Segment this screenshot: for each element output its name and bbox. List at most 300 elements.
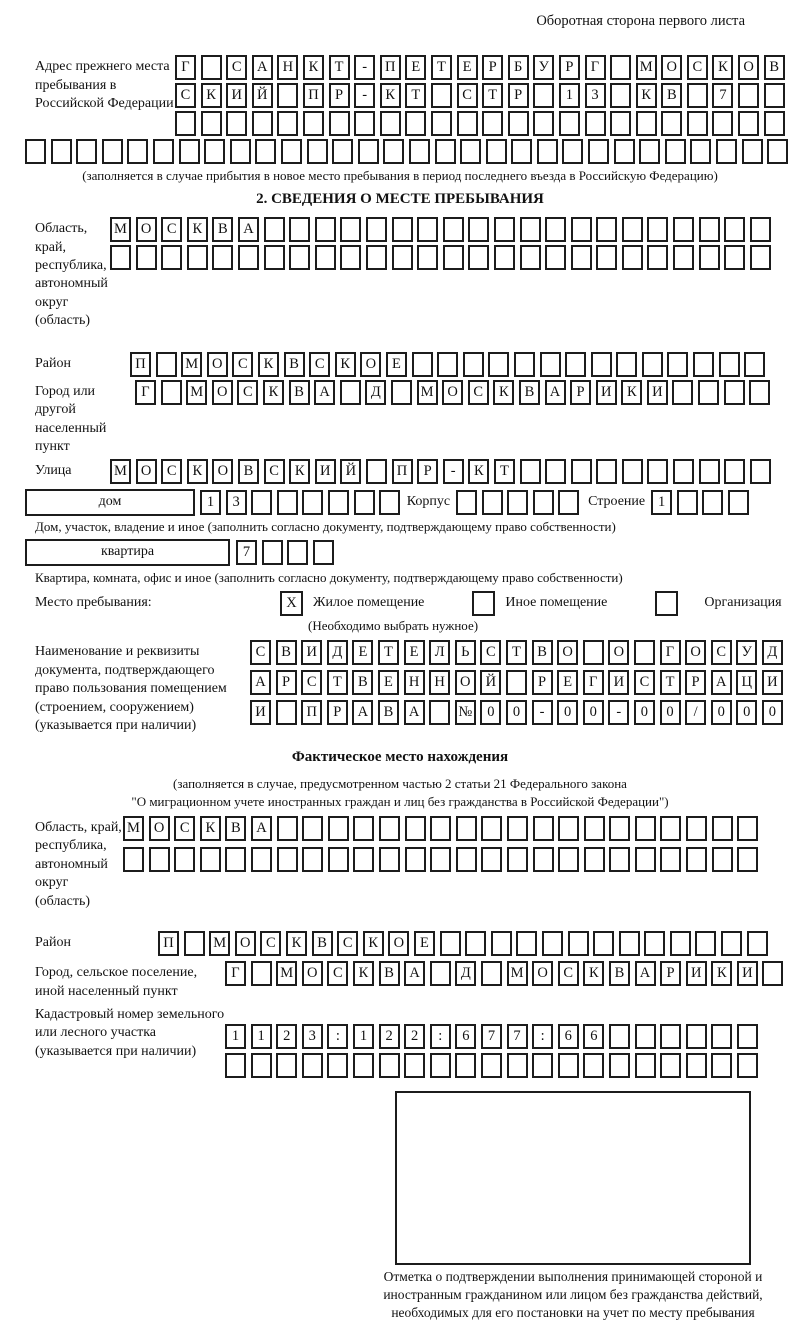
form-cell: И <box>226 83 247 108</box>
form-cell: А <box>711 670 732 695</box>
form-cell <box>463 352 484 377</box>
form-cell <box>327 1053 348 1078</box>
form-cell: № <box>455 700 476 725</box>
form-cell <box>699 245 720 270</box>
document-label: Наименование и реквизиты документа, подтверждающего право пользования помещением (строением, сооружением) (указывается при наличии) <box>35 644 227 734</box>
page-header: Оборотная сторона первого листа <box>536 13 745 29</box>
form-cell <box>76 139 97 164</box>
form-cell <box>391 380 412 405</box>
prev-address-row-1 <box>175 55 789 80</box>
form-cell <box>558 490 579 515</box>
form-cell: 1 <box>225 1024 246 1049</box>
form-cell: Й <box>480 670 501 695</box>
form-cell <box>251 490 272 515</box>
form-cell: С <box>237 380 258 405</box>
form-cell: М <box>110 459 131 484</box>
region-row-1 <box>110 217 775 242</box>
form-cell: Р <box>482 55 503 80</box>
form-cell: 6 <box>558 1024 579 1049</box>
form-cell: В <box>352 670 373 695</box>
form-cell <box>328 816 349 841</box>
cadastral-label: Кадастровый номер земельного или лесного участка (указывается при наличии) <box>35 1006 225 1059</box>
form-cell: К <box>468 459 489 484</box>
form-cell <box>405 816 426 841</box>
stay-type-note: (Необходимо выбрать нужное) <box>308 618 479 634</box>
form-cell <box>661 111 682 136</box>
form-cell <box>616 352 637 377</box>
form-cell <box>156 352 177 377</box>
district-row <box>130 352 770 377</box>
house-labelbox: дом <box>25 489 195 516</box>
form-cell: Й <box>252 83 273 108</box>
form-cell <box>486 139 507 164</box>
form-cell <box>568 931 589 956</box>
form-cell: В <box>379 961 400 986</box>
form-cell <box>562 139 583 164</box>
form-cell <box>468 217 489 242</box>
form-cell <box>184 931 205 956</box>
form-cell <box>724 459 745 484</box>
form-cell: Г <box>225 961 246 986</box>
form-cell: Н <box>429 670 450 695</box>
form-cell <box>289 245 310 270</box>
form-cell <box>482 490 503 515</box>
form-cell <box>719 352 740 377</box>
form-cell <box>514 352 535 377</box>
form-cell <box>405 111 426 136</box>
form-cell <box>276 700 297 725</box>
form-cell: - <box>354 83 375 108</box>
form-cell <box>533 847 554 872</box>
form-cell: С <box>226 55 247 80</box>
form-cell: К <box>258 352 279 377</box>
form-cell <box>430 1053 451 1078</box>
form-cell <box>728 490 749 515</box>
form-cell: 0 <box>736 700 757 725</box>
form-cell: С <box>250 640 271 665</box>
form-cell: О <box>212 459 233 484</box>
form-cell <box>558 1053 579 1078</box>
district-label: Район <box>35 355 71 371</box>
form-cell <box>457 111 478 136</box>
form-cell <box>251 961 272 986</box>
form-cell: - <box>354 55 375 80</box>
checkbox-organization <box>655 591 678 616</box>
form-cell: 0 <box>506 700 527 725</box>
form-cell: О <box>532 961 553 986</box>
form-cell <box>571 245 592 270</box>
form-cell <box>724 245 745 270</box>
form-cell: Ь <box>455 640 476 665</box>
form-cell <box>558 847 579 872</box>
form-cell <box>609 1024 630 1049</box>
form-cell <box>230 139 251 164</box>
form-cell: И <box>608 670 629 695</box>
form-cell: Е <box>457 55 478 80</box>
form-cell <box>635 847 656 872</box>
form-cell <box>161 380 182 405</box>
form-cell <box>724 380 745 405</box>
form-cell <box>532 1053 553 1078</box>
form-cell <box>584 816 605 841</box>
form-cell <box>277 490 298 515</box>
form-cell <box>721 931 742 956</box>
form-cell <box>380 111 401 136</box>
form-cell <box>255 139 276 164</box>
form-cell: 2 <box>379 1024 400 1049</box>
form-cell: 2 <box>276 1024 297 1049</box>
form-cell <box>764 83 785 108</box>
form-cell <box>672 380 693 405</box>
form-cell <box>596 245 617 270</box>
document-row-2 <box>250 670 787 695</box>
form-cell <box>353 816 374 841</box>
apartment-block <box>25 539 800 566</box>
form-cell <box>516 931 537 956</box>
form-cell <box>609 1053 630 1078</box>
form-cell: Т <box>378 640 399 665</box>
form-cell: 1 <box>651 490 672 515</box>
form-cell <box>750 217 771 242</box>
form-cell: К <box>201 83 222 108</box>
form-cell <box>175 111 196 136</box>
form-cell <box>644 931 665 956</box>
form-cell: Р <box>532 670 553 695</box>
form-cell: К <box>493 380 514 405</box>
form-cell <box>747 931 768 956</box>
form-cell <box>366 459 387 484</box>
form-cell <box>571 459 592 484</box>
form-cell: Г <box>583 670 604 695</box>
form-cell: В <box>225 816 246 841</box>
form-cell: С <box>301 670 322 695</box>
form-cell <box>542 931 563 956</box>
actual-location-note-1: (заполняется в случае, предусмотренном частью 2 статьи 21 Федерального закона <box>173 776 627 792</box>
prev-address-row-3 <box>175 111 789 136</box>
actual-region-label: Область, край, республика, автономный округ (область) <box>35 819 122 909</box>
form-cell: В <box>284 352 305 377</box>
form-cell: У <box>533 55 554 80</box>
form-cell <box>690 139 711 164</box>
form-cell: О <box>235 931 256 956</box>
actual-district-block <box>0 931 800 959</box>
form-cell <box>545 459 566 484</box>
form-cell <box>204 139 225 164</box>
option-other-premises-label: Иное помещение <box>505 595 608 611</box>
form-cell: Б <box>508 55 529 80</box>
form-cell <box>440 931 461 956</box>
apartment-labelbox: квартира <box>25 539 230 566</box>
form-cell <box>340 245 361 270</box>
form-cell <box>712 111 733 136</box>
cadastral-block <box>0 1003 800 1081</box>
form-cell <box>559 111 580 136</box>
prev-address-row-4 <box>25 139 800 164</box>
form-cell: - <box>608 700 629 725</box>
form-cell <box>251 847 272 872</box>
form-cell: М <box>181 352 202 377</box>
form-cell: / <box>685 700 706 725</box>
form-cell <box>565 352 586 377</box>
form-cell <box>596 217 617 242</box>
form-cell <box>750 459 771 484</box>
form-cell <box>482 111 503 136</box>
form-cell <box>481 847 502 872</box>
form-cell: С <box>337 931 358 956</box>
form-cell: Р <box>570 380 591 405</box>
form-cell: У <box>736 640 757 665</box>
form-cell <box>405 847 426 872</box>
form-cell: Е <box>414 931 435 956</box>
form-cell: Д <box>365 380 386 405</box>
form-cell <box>358 139 379 164</box>
form-cell <box>379 847 400 872</box>
form-cell <box>647 245 668 270</box>
city-row <box>135 380 775 405</box>
confirmation-note: Отметка о подтверждении выполнения принимающей стороной и иностранным гражданином или лицом без гражданства действий, необходимых для его постановки на учет по месту пребывания <box>383 1268 763 1320</box>
form-cell: П <box>303 83 324 108</box>
apartment-note: Квартира, комната, офис и иное (заполнить согласно документу, подтверждающему право собственности) <box>35 569 623 585</box>
actual-district-label: Район <box>35 935 71 951</box>
prev-address-row-2 <box>175 83 789 108</box>
form-cell <box>264 245 285 270</box>
form-cell <box>764 111 785 136</box>
form-cell <box>584 847 605 872</box>
form-cell: 3 <box>585 83 606 108</box>
form-cell <box>307 139 328 164</box>
form-cell <box>533 83 554 108</box>
form-cell <box>313 540 334 565</box>
form-cell <box>431 111 452 136</box>
form-cell <box>545 245 566 270</box>
document-row-3 <box>250 700 787 725</box>
form-cell: Р <box>559 55 580 80</box>
form-cell: Д <box>762 640 783 665</box>
form-cell: Д <box>327 640 348 665</box>
form-cell: 2 <box>404 1024 425 1049</box>
form-cell <box>610 55 631 80</box>
form-cell: А <box>238 217 259 242</box>
form-cell <box>392 245 413 270</box>
form-cell <box>456 490 477 515</box>
form-cell: С <box>558 961 579 986</box>
form-cell <box>252 111 273 136</box>
form-cell: М <box>123 816 144 841</box>
prev-address-block <box>0 55 800 139</box>
form-cell <box>340 380 361 405</box>
form-cell <box>161 245 182 270</box>
korpus-label: Корпус <box>406 494 451 510</box>
form-cell <box>642 352 663 377</box>
form-cell <box>639 139 660 164</box>
form-cell <box>686 1024 707 1049</box>
form-cell: М <box>110 217 131 242</box>
form-cell <box>456 847 477 872</box>
actual-city-label: Город, сельское поселение, иной населенный пункт <box>35 965 198 999</box>
form-cell <box>277 111 298 136</box>
form-cell <box>622 217 643 242</box>
form-cell: А <box>404 961 425 986</box>
document-grid <box>250 640 787 728</box>
form-cell <box>634 640 655 665</box>
form-cell <box>443 217 464 242</box>
form-cell: Е <box>386 352 407 377</box>
form-cell: С <box>480 640 501 665</box>
form-cell: 0 <box>711 700 732 725</box>
prev-address-label: Адрес прежнего места пребывания в Российской Федерации <box>35 59 174 112</box>
prev-address-note: (заполняется в случае прибытия в новое место пребывания в период последнего въезда в Российскую Федерацию) <box>82 168 718 184</box>
form-cell: М <box>209 931 230 956</box>
form-cell: В <box>609 961 630 986</box>
form-cell: О <box>557 640 578 665</box>
form-cell: О <box>388 931 409 956</box>
form-cell <box>673 459 694 484</box>
form-cell <box>511 139 532 164</box>
stroenie-row <box>651 490 753 515</box>
form-cell <box>302 816 323 841</box>
form-cell: В <box>212 217 233 242</box>
form-cell <box>277 816 298 841</box>
form-cell: И <box>647 380 668 405</box>
form-cell <box>289 217 310 242</box>
form-cell: А <box>314 380 335 405</box>
form-cell <box>647 459 668 484</box>
form-cell <box>460 139 481 164</box>
form-cell: 6 <box>583 1024 604 1049</box>
document-row-1 <box>250 640 787 665</box>
apartment-row <box>236 540 338 565</box>
actual-region-row-2 <box>123 847 763 872</box>
form-cell <box>110 245 131 270</box>
form-cell: П <box>158 931 179 956</box>
form-cell <box>379 490 400 515</box>
form-cell <box>353 1053 374 1078</box>
form-cell <box>174 847 195 872</box>
form-cell <box>315 245 336 270</box>
form-cell <box>614 139 635 164</box>
form-cell: К <box>380 83 401 108</box>
form-cell: Т <box>405 83 426 108</box>
form-cell <box>635 1024 656 1049</box>
form-cell <box>435 139 456 164</box>
form-cell: 0 <box>480 700 501 725</box>
form-cell: В <box>532 640 553 665</box>
actual-location-note-2: "О миграционном учете иностранных граждан и лиц без гражданства в Российской Федерации") <box>131 793 669 809</box>
form-cell: Р <box>685 670 706 695</box>
form-cell: К <box>363 931 384 956</box>
form-cell: В <box>764 55 785 80</box>
form-cell <box>507 816 528 841</box>
actual-region-grid <box>123 816 763 875</box>
form-cell <box>328 490 349 515</box>
actual-city-row <box>225 961 788 986</box>
city-block <box>0 380 800 457</box>
form-cell: С <box>327 961 348 986</box>
form-cell <box>417 245 438 270</box>
form-cell <box>677 490 698 515</box>
form-cell <box>660 1024 681 1049</box>
form-cell: А <box>252 55 273 80</box>
region-row-2 <box>110 245 775 270</box>
form-cell <box>456 816 477 841</box>
form-cell: В <box>276 640 297 665</box>
form-cell: О <box>207 352 228 377</box>
form-cell <box>366 217 387 242</box>
form-cell: К <box>289 459 310 484</box>
actual-region-block <box>0 816 800 911</box>
form-cell <box>25 139 46 164</box>
form-cell <box>687 83 708 108</box>
form-cell <box>647 217 668 242</box>
form-cell: 0 <box>762 700 783 725</box>
form-cell <box>465 931 486 956</box>
form-cell <box>409 139 430 164</box>
form-cell: А <box>635 961 656 986</box>
form-cell: Г <box>175 55 196 80</box>
form-cell <box>430 847 451 872</box>
form-cell <box>744 352 765 377</box>
form-cell: 1 <box>251 1024 272 1049</box>
region-block <box>0 217 800 331</box>
korpus-row <box>456 490 584 515</box>
form-cell: В <box>289 380 310 405</box>
form-cell: 7 <box>507 1024 528 1049</box>
form-cell: Р <box>660 961 681 986</box>
form-cell <box>673 217 694 242</box>
form-cell <box>767 139 788 164</box>
form-cell <box>488 352 509 377</box>
form-cell <box>328 847 349 872</box>
form-cell <box>558 816 579 841</box>
form-cell <box>201 55 222 80</box>
form-cell: О <box>455 670 476 695</box>
form-cell: К <box>200 816 221 841</box>
form-cell <box>281 139 302 164</box>
form-cell: : <box>430 1024 451 1049</box>
form-cell: В <box>661 83 682 108</box>
form-cell <box>51 139 72 164</box>
form-cell: 1 <box>200 490 221 515</box>
form-cell <box>737 1053 758 1078</box>
form-cell <box>610 111 631 136</box>
form-cell: О <box>302 961 323 986</box>
form-cell: Й <box>340 459 361 484</box>
region-grid <box>110 217 775 273</box>
form-cell: 1 <box>353 1024 374 1049</box>
form-cell <box>340 217 361 242</box>
form-cell <box>622 459 643 484</box>
form-cell <box>693 352 714 377</box>
form-cell <box>660 816 681 841</box>
form-cell <box>738 111 759 136</box>
form-cell: П <box>301 700 322 725</box>
form-cell <box>507 847 528 872</box>
form-cell: - <box>532 700 553 725</box>
form-cell <box>383 139 404 164</box>
form-cell: В <box>378 700 399 725</box>
form-cell: Н <box>277 55 298 80</box>
form-cell <box>712 847 733 872</box>
form-cell: 1 <box>559 83 580 108</box>
house-row <box>200 490 405 515</box>
form-cell: Т <box>329 55 350 80</box>
form-cell <box>102 139 123 164</box>
form-cell: К <box>187 217 208 242</box>
form-cell: О <box>661 55 682 80</box>
form-cell <box>588 139 609 164</box>
form-cell: 0 <box>557 700 578 725</box>
stay-type-block <box>35 591 800 616</box>
